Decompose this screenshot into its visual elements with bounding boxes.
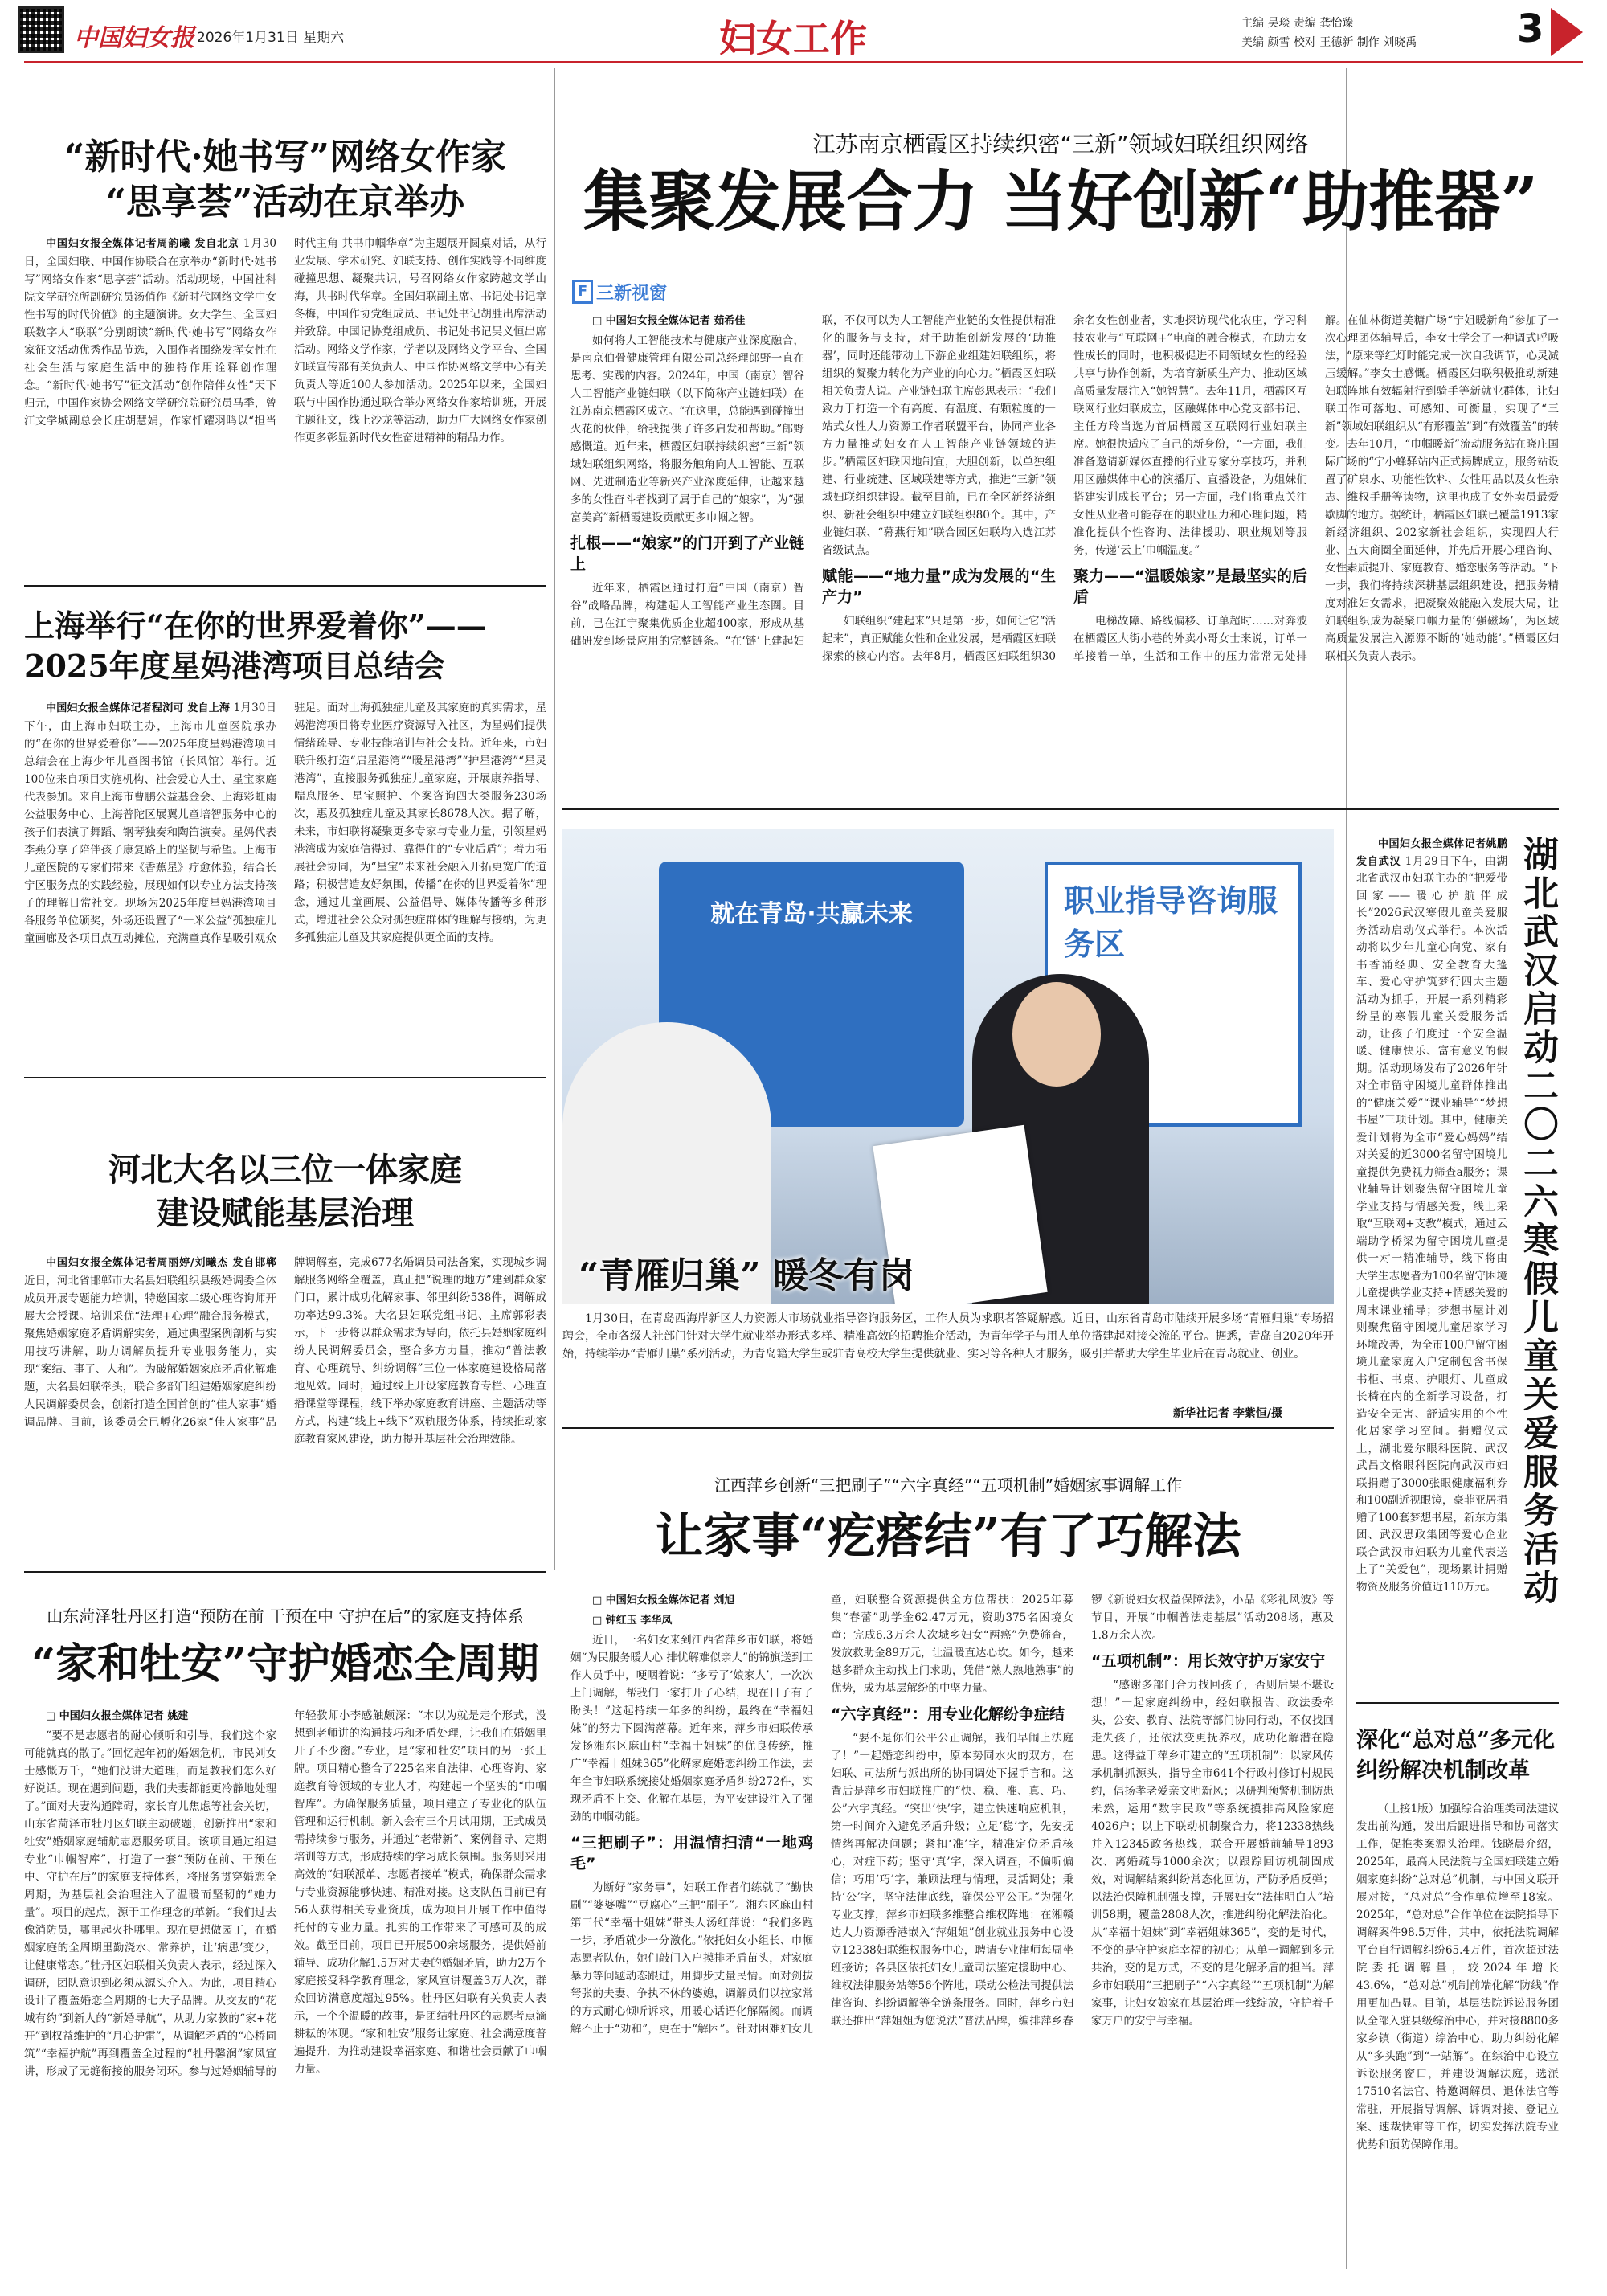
center-text-4: “感谢多部门合力找回孩子，否则后果不堪设想！”一起家庭纠纷中，经妇联报告、政法委牵头，公安、教育、法院等部门协同行动，不仅找回走失孩子，还依法变更抚养权，成功化解潜在隐患。这得益于萍乡市建立的“五项机制”：以家风传承机制抓源头，指导全市641个行政村修订村规民约，倡扬孝老爱亲文明新风；以研判预警机制防患未然，运用“数字民政”等系统摸排高风险家庭4026户；以上下联动机制聚合力，将12338热线并入12345政务热线，联合开展婚前辅导1893次、离婚疏导1000余次；以跟踪回访机制固成效，对调解结案纠纷常态化回访，严防矛盾反弹；以法治保障机制强支撑，开展妇女“法律明白人”培训58期，覆盖2808人次，推进纠纷化解法治化。从“幸福十姐妹”到“幸福姐妹365”，变的是时代，不变的是守护家庭幸福的初心；从单一调解到多元共治，变的是方式，不变的是化解矛盾的担当。萍乡市妇联用“三把刷子”“六字真经”“五项机制”为解家事，让妇女娘家在基层治理一线绽放，守护着千家万户的安宁与幸福。 <box>1091 1679 1334 2028</box>
right-top-vertical-title: 湖北武汉启动二〇二六寒假儿童关爱服务活动 <box>1517 836 1558 1607</box>
right-bottom-body <box>1356 1800 1559 2279</box>
main-subhead-1: 扎根——“娘家”的门开到了产业链上 <box>570 534 804 573</box>
left2-byline: 中国妇女报全媒体记者程浏可 发自上海 <box>46 702 231 714</box>
right-bottom-text: （上接1版）加强综合治理类司法建议发出前沟通，发出后跟进指导和协同落实工作，促推类案源头治理。钱晓晨介绍，2025年，最高人民法院与全国妇联建立婚姻家庭纠纷“总对总”机制，与中国文联开展对接，“总对总”合作单位增至18家。2025年，“总对总”合作单位在法院指导下调解案件98.5万件，其中，依托法院调解平台自行调解纠纷65.4万件，首次超过法院委托调解量，较2024年增长43.6%，“总对总”机制前端化解“防线”作用更加凸显。目前，基层法院诉讼服务团队全部入驻县级综治中心，并对接8800多家乡镇（街道）综治中心，助力纠纷化解从“多头跑”到“一站解”。在综治中心设立诉讼服务窗口，并建设调解法庭，选派17510名法官、特邀调解员、退休法官等常驻，开展指导调解、诉调对接、登记立案、速裁快审等工作，切实发挥法院专业优势和预防保障作用。 <box>1356 1803 1559 2151</box>
center-subhead-1: “三把刷子”：用温情扫清“一地鸡毛” <box>570 1834 813 1872</box>
right-top-body <box>1356 836 1507 1688</box>
issue-date: 2026年1月31日 星期六 <box>197 30 345 46</box>
photo-person-right-face <box>1012 982 1101 1087</box>
paper-name-logo: 中国妇女报 <box>74 24 194 52</box>
right-bottom-title-line2: 纠纷解决机制改革 <box>1356 1758 1530 1783</box>
left2-rule <box>24 1077 546 1078</box>
right-top-rule <box>1356 1702 1559 1704</box>
left4-body <box>24 1707 546 2278</box>
left1-title-line2: “思享荟”活动在京举办 <box>105 182 465 223</box>
left1-byline: 中国妇女报全媒体记者周韵曦 发自北京 <box>46 238 239 250</box>
center-text-3: “要不是你们公平公正调解，我们早闹上法庭了！”一起婚恋纠纷中，原本势同水火的双方，在妇联、司法所与派出所的协同调处下握手言和。这背后是萍乡市妇联推广的“快、稳、准、真、巧、公”六字真经。“突出‘快’字，建立快速响应机制，第一时间介入避免矛盾升级；立足‘稳’字，先安抚情绪再解决问题；紧扣‘准’字，精准定位矛盾核心，对症下药；坚守‘真’字，深入调查，不偏听偏信；巧用‘巧’字，兼顾法理与情理，灵活调处；秉持‘公’字，坚守法律底线，确保公平公正。”为强化专业支撑，萍乡市妇联多维整合维权阵地：在湘赣边人力资源香港嵌入“萍姐姐”创业就业服务中心设立12338妇联维权服务中心，聘请专业律师每周坐班接访；各县区依托妇女儿童司法鉴定援助中心、维权法律服务站等56个阵地，联动公检法司提供法律咨询、纠纷调解等全链条服务。同时，萍乡市妇联还推出“萍姐姐为您说法”普法品牌，编排萍乡春锣《新说妇女权益保障法》，小品《彩礼风波》等节目，开展“巾帼普法走基层”活动208场，惠及1.8万余人次。 <box>831 1594 1334 2028</box>
left4-title: “家和牡安”守护婚恋全周期 <box>31 1639 539 1688</box>
qr-code-icon <box>18 6 64 53</box>
center-text-2: 为断好“家务事”，妇联工作者们练就了“勤快刷”“婆婆嘴”“豆腐心”三把“刷子”。湘东区麻山村第三代“幸福十姐妹”带头人汤红萍说：“我们多跑一步，矛盾就少一分激化。”依托妇女小组长、巾帼志愿者队伍，她们敲门入户摸排矛盾苗头，对家庭暴力等问题动态跟进，用脚步丈量民情。面对剑拔弩张的夫妻、争执不休的婆媳，调解员们以拉家常的方式耐心倾听诉求，用暖心话语化解隔阂。而调解不止于“劝和”，更在于“解困”。针对困难妇女儿童，妇联整合资源提供全方位帮扶：2025年募集“春蕾”助学金62.47万元，资助375名困境女童；完成6.3万余人次城乡妇女“两癌”免费筛查，发放救助金89万元，让温暖直达心坎。如今，越来越多群众主动找上门求助，凭借“熟人熟地熟事”的优势，成为基层解纷的中坚力量。 <box>570 1594 1073 2036</box>
masthead-rule <box>24 61 1583 63</box>
center-byline-2: □ 钟红玉 李华凤 <box>592 1615 673 1627</box>
center-subhead-3: “五项机制”：用长效守护万家安宁 <box>1091 1652 1325 1670</box>
main-body <box>570 312 1559 763</box>
left1-body <box>24 235 546 572</box>
photo-headline: “青雁归巢” 暖冬有岗 <box>579 1255 914 1296</box>
main-byline: □ 中国妇女报全媒体记者 茹希佳 <box>592 315 746 327</box>
main-title: 集聚发展合力 当好创新“助推器” <box>583 163 1539 240</box>
left2-title-line2: 2025年度星妈港湾项目总结会 <box>24 648 445 684</box>
main-text-3: 妇联组织“建起来”只是第一步，如何让它“活起来”，真正赋能女性和企业发展，是栖霞区妇联探索的核心内容。去年8月，栖霞区妇联组织30余名女性创业者，实地探访现代化农庄，学习科技农业与“互联网+”电商的融合模式，在助力女性成长的同时，也积极促进不同领域女性的经验共享与协作创新，为培育新质生产力、推动区域高质量发展注入“她智慧”。去年11月，栖霞区互联网行业妇联成立，区融媒体中心党支部书记、主任方玲当选为首届栖霞区互联网行业妇联主席。她很快适应了自己的新身份，“一方面，我们准备邀请新媒体直播的行业专家分享技巧，并利用区融媒体中心的演播厅、直播设备，为姐妹们搭建实训成长平台；另一方面，我们将重点关注女性从业者可能存在的职业压力和心理问题，精准化提供个性咨询、法律援助、职业规划等服务，传递‘云上’巾帼温度。” <box>822 314 1307 663</box>
main-rule <box>562 808 1559 810</box>
left2-title-line1: 上海举行“在你的世界爱着你”—— <box>24 608 487 644</box>
right-top-byline: 中国妇女报全媒体记者姚鹏 发自武汉 <box>1356 838 1507 868</box>
left1-rule <box>24 585 546 587</box>
center-title: 让家事“疙瘩结”有了巧解法 <box>655 1508 1241 1565</box>
photo-frame <box>562 829 1334 1304</box>
right-bottom-title-line1: 深化“总对总”多元化 <box>1356 1728 1556 1753</box>
photo-banner-text: 职业指导咨询服务区 <box>1064 883 1278 962</box>
main-kicker: 江苏南京栖霞区持续织密“三新”领域妇联组织网络 <box>812 131 1309 158</box>
main-subhead-2: 赋能——“地力量”成为发展的“生产力” <box>822 567 1056 606</box>
left4-text: “要不是志愿者的耐心倾听和引导，我们这个家可能就真的散了。”回忆起年初的婚姻危机，市民刘女士感慨万千，“她们没讲大道理，而是教我们怎么好好说话。现在遇到问题，我们夫妻都能更冷静地处理了。”面对夫妻沟通障碍，家长育儿焦虑等社会关切，山东省菏泽市牡丹区妇联主动破题，创新推出“家和牡安”婚姻家庭辅航志愿服务项目。该项目通过组建专业“巾帼智库”，打造了一套“预防在前、干预在中、守护在后”的家庭支持体系，将服务贯穿婚恋全周期，为基层社会治理注入了温暖而坚韧的“她力量”。项目的起点，源于工作理念的革新。“我们过去像消防员，哪里起火扑哪里。现在更想做园丁，在婚姻家庭的全周期里勤浇水、常养护，让‘病患’变少，让健康常态。”牡丹区妇联相关负责人表示，经过深入调研，团队意识到必须从源头介入。为此，项目精心设计了覆盖婚恋全周期的七大子品牌。从交友的“花城有约”到新人的“新婚导航”，从助力家教的“家+花开”到权益维护的“月心护雷”，从调解矛盾的“心桥同筑”“幸福护航”再到覆盖全过程的“牡丹馨润”家风宣讲，形成了无缝衔接的服务闭环。参与过婚姻辅导的年轻教师小李感触颇深：“本以为就是走个形式，没想到老师讲的沟通技巧和矛盾处理，让我们在婚姻里开了不少窗。”专业，是“家和牡安”项目的另一张王牌。项目精心整合了225名来自法律、心理咨询、家庭教育等领域的专业人才，构建起一个坚实的“巾帼智库”。为确保服务质量，项目建立了专业化的队伍管理和运行机制。新入会有三个月试用期，正式成员需持续参与服务，并通过“老带新”、案例督导、定期培训等方式，形成持续的学习成长氛围。服务则采用高效的“妇联派单、志愿者接单”模式，确保群众需求与专业资源能够快速、精准对接。这支队伍目前已有56人获得相关专业资质，成为项目开展工作中值得托付的专业力量。扎实的工作带来了可感可及的成效。截至目前，项目已开展500余场服务，提供婚前辅导、成功化解1.5万对夫妻的婚姻矛盾，助力2万个家庭接受科学教育理念，家风宣讲覆盖3万人次，群众回访满意度超过95%。牡丹区妇联有关负责人表示，一个个温暖的故事，是团结牡丹区的志愿者点滴耕耘的体现。“家和牡安”服务让家庭、社会满意度普遍提升，为推动建设幸福家庭、和谐社会贡献了巾帼力量。 <box>24 1709 546 2078</box>
right-top-text: 1月29日下午，由湖北省武汉市妇联主办的“把爱带回家——暖心护航伴成长”2026武汉寒假儿童关爱服务活动启动仪式举行。本次活动将以少年儿童心向党、家有书香涌经典、安全教育大篷车、爱心守护筑梦行四大主题活动为抓手，开展一系列精彩纷呈的寒假儿童关爱服务活动，让孩子们度过一个安全温暖、健康快乐、富有意义的假期。活动现场发布了2026年针对全市留守困境儿童群体推出的“健康关爱”“课业辅导”“梦想书屋”三项计划。其中，健康关爱计划将为全市“爱心妈妈”结对关爱的近3000名留守困境儿童提供免费视力筛查a服务；课业辅导计划聚焦留守困境儿童学业支持与情感关爱，线上采取“互联网+支教”模式，通过云端助学桥梁为留守困境儿童提供一对一精准辅导，线下将由大学生志愿者为100名留守困境儿童提供学业支持+情感关爱的周末课业辅导；梦想书屋计划则聚焦留守困境儿童居家学习环境改善，为全市100户留守困境儿童家庭入户定制包含书保书柜、书桌、护眼灯、儿童成长椅在内的全新学习设备，打造安全无害、舒适实用的个性化居家学习空间。捐赠仪式上，湖北爱尔眼科医院、武汉武昌文格眼科医院向武汉市妇联捐赠了3000张眼健康福利券和100副近视眼镜，豪菲亚居捐赠了100套梦想书屋，新东方集团、武汉思政集团等爱心企业联合武汉市妇联为儿童代表送上了“关爱包”，现场累计捐赠物资及服务价值近110万元。 <box>1356 854 1507 1594</box>
left4-byline: □ 中国妇女报全媒体记者 姚建 <box>46 1710 189 1722</box>
center-kicker: 江西萍乡创新“三把刷子”“六字真经”“五项机制”婚姻家事调解工作 <box>714 1475 1183 1495</box>
photo-caption <box>562 1310 1334 1405</box>
photo-credit: 新华社记者 李紫恒/摄 <box>1173 1407 1282 1420</box>
divider-left <box>554 68 555 1570</box>
page-corner-icon <box>1551 8 1583 56</box>
column-tag-icon: F <box>572 280 593 304</box>
main-text-2: 近年来，栖霞区通过打造“中国（南京）智谷”战略品牌，构建起人工智能产业生态圈。目前，已在江宁聚集优质企业超400家，形成从基础研发到场景应用的完整链条。“在‘链’上建起妇联，不仅可以为人工智能产业链的女性提供精准化的服务与支持，对于助推创新发展的‘助推器’，同时还能带动上下游企业组建妇联组织，将组织的凝聚力转化为产业的向心力。”栖霞区妇联相关负责人说。产业链妇联主席彭思表示：“我们致力于打造一个有高度、有温度、有颗粒度的一站式女性人力资源工作者联盟平台，协同产业各方力量推动妇女在人工智能产业链领域的进步。”栖霞区妇联因地制宜，大胆创新，以单独组建、行业统建、区域联建等方式，推进“三新”领域妇联组织建设。截至目前，已在全区新经济组织、新社会组织中建立妇联组织80个。其中，产业链妇联、“幕燕行知”联合园区妇联均入选江苏省级试点。 <box>570 314 1056 648</box>
left2-text: 1月30日下午，由上海市妇联主办，上海市儿童医院承办的“在你的世界爱着你”——2025年度星妈港湾项目总结会在上海少年儿童图书馆（长风馆）举行。近100位来自项目实施机构、社会爱心人士、星宝家庭代表参加。来自上海市曹鹏公益基金会、上海彩虹雨公益服务中心、上海普陀区展翼儿童培智服务中心的孩子们表演了舞蹈、钢琴独奏和陶笛演奏。星妈代表李燕分享了陪伴孩子康复路上的坚韧与希望。上海市儿童医院的专家们带来《香蕉星》疗愈体验，结合长宁区服务点的实践经验，展现如何以专业方法支持孩子的理解日常社交。现场为2025年度星妈港湾项目各服务单位颁奖，外场还设置了“一米公益”孤独症儿童画廊及各项目点互动摊位，充满童真作品吸引观众驻足。面对上海孤独症儿童及其家庭的真实需求，星妈港湾项目将专业医疗资源导入社区，为星妈们提供情绪疏导、专业技能培训与社会支持。近年来，市妇联升级打造“启星港湾”“暖星港湾”“护星港湾”“星灵港湾”，直接服务孤独症儿童家庭，开展康养指导、喘息服务、星宝照护、个案咨询四大类服务230场次，惠及孤独症儿童及其家长8678人次。据了解，未来，市妇联将凝聚更多专家与专业力量，引领星妈港湾成为家庭信得过、靠得住的“专业后盾”；着力拓展社会协同，为“星宝”未来社会融入开拓更宽广的道路；积极营造友好氛围，传播“在你的世界爱着你”理念，通过儿童画展、公益倡导、媒体传播等多种形式，增进社会公众对孤独症群体的理解与接纳，为更多孤独症儿童及其家庭提供更全面的支持。 <box>24 702 546 945</box>
left3-byline: 中国妇女报全媒体记者周丽婷/刘曦杰 发自邯郸 <box>46 1257 276 1269</box>
center-byline-1: □ 中国妇女报全媒体记者 刘旭 <box>592 1594 735 1606</box>
main-text-4: 电梯故障、路线偏移、订单超时……对奔波在栖霞区大街小巷的外卖小哥女士来说，订单一单接着一单，生活和工作中的压力常常无处排解。在仙林街道美糖广场“宁姐暖新角”参加了一次心理团体辅导后，李女士学会了一种调式呼吸法，“原来等红灯时能完成一次自我调节，心灵减压缓解。”李女士感慨。栖霞区妇联积极推动新建妇联阵地有效辐射行到骑手等新就业群体，让妇联工作可落地、可感知、可衡量，实现了“三新”领域妇联组织从“有形覆盖”到“有效覆盖”的转变。去年10月，“巾帼暖新”流动服务站在晓庄国际广场的“宁小蜂驿站内正式揭牌成立，服务站设置了矿泉水、功能性饮料、女性用品以及女性杂志、维权手册等读物，这里也成了女外卖员最爱歇脚的地方。据统计，栖霞区妇联已覆盖1913家新经济组织、202家新社会组织，实现四大行业、五大商圈全面延伸，并先后开展心理咨询、女性素质提升、家庭教育、婚恋服务等活动。“下一步，我们将持续深耕基层组织建设，把服务精度对准妇女需求，把凝聚效能融入发展大局，让妇联组织成为凝聚巾帼力量的‘强磁场’，为区域高质量发展注入源源不断的‘她动能’。”栖霞区妇联相关负责人表示。 <box>1073 314 1559 663</box>
center-body <box>570 1591 1334 2282</box>
center-subhead-2: “六字真经”：用专业化解纷争症结 <box>831 1705 1065 1723</box>
left2-body <box>24 699 546 1061</box>
left3-title-line1: 河北大名以三位一体家庭 <box>108 1151 462 1189</box>
left3-title-line2: 建设赋能基层治理 <box>157 1194 414 1232</box>
page-number: 3 <box>1517 6 1544 51</box>
column-tag: 三新视窗 <box>596 284 668 304</box>
main-text-1: 如何将人工智能技术与健康产业深度融合，是南京伯骨健康管理有限公司总经理郎野一直在思考、实践的内容。2024年，中国（南京）智谷人工智能产业链妇联（以下简称产业链妇联）在江苏南京栖霞区成立。“在这里，总能遇到碰撞出火花的伙伴，给我提供了许多启发和帮助。”郎野感慨道。近年来，栖霞区妇联持续织密“三新”领域妇联组织网络，将服务触角向人工智能、互联网、先进制造业等新兴产业深度延伸，让越来越多的女性奋斗者找到了属于自己的“娘家”，为“强富美高”新栖霞建设贡献更多巾帼之智。 <box>570 334 804 524</box>
left1-title-line1: “新时代·她书写”网络女作家 <box>64 137 506 178</box>
center-text-1: 近日，一名妇女来到江西省萍乡市妇联，将婚姻“为民服务暖人心 排忧解难似亲人”的锦旗送到工作人员手中，哽咽着说：“多亏了‘娘家人’，一次次上门调解，帮我们一家打开了心结，现在日子有了盼头！”这起持续一年多的纠纷，最终在“幸福姐妹”的努力下圆满落幕。近年来，萍乡市妇联传承发扬湘东区麻山村“幸福十姐妹”的优良传统，推广“幸福十姐妹365”化解家庭婚恋纠纷工作法，去年全市妇联系统接处婚姻家庭矛盾纠纷272件，实现矛盾不上交、化解在基层，为平安建设注入了强劲的巾帼动能。 <box>570 1634 813 1823</box>
main-subhead-3: 聚力——“温暖娘家”是最坚实的后盾 <box>1073 567 1307 606</box>
editors-line-1: 主编 吴琰 责编 龚怡臻 <box>1241 17 1354 30</box>
photo-caption-text: 1月30日，在青岛西海岸新区人力资源大市场就业指导咨询服务区，工作人员为求职者答疑解惑。近日，山东省青岛市陆续开展多场“青雁归巢”专场招聘会，全市各级人社部门针对大学生就业举办形式多样、精准高效的招聘推介活动，为青年学子与用人单位搭建起对接交流的平台。据悉，青岛自2020年开始，持续举办“青雁归巢”系列活动，为青岛籍大学生或驻青高校大学生提供就业、实习等各种人才服务，吸引并帮助大学生毕业后在青岛就业、创业。 <box>562 1312 1334 1361</box>
left3-rule <box>24 1571 546 1573</box>
left4-kicker: 山东菏泽牡丹区打造“预防在前 干预在中 守护在后”的家庭支持体系 <box>47 1606 524 1626</box>
left1-text: 1月30日，全国妇联、中国作协联合在京举办“新时代·她书写”网络女作家“思享荟”活动。活动现场，中国社科院文学研究所副研究员汤俏作《新时代网络文学中女性书写的时代价值》的主题演讲。女大学生、全国妇联数字人“联联”分别朗读“新时代·她书写”网络女作家征文活动优秀作品节选，入围作者围绕发挥女性在社会生活与家庭生活中的独特作用诠释创作理念。“新时代·她书写”征文活动“创作陪伴女性”天下归元，中国作家协会网络文学研究院研究员马季，曾江文学城副总会长庄胡慧娟，作家忏耀羽鸣以“担当时代主角 共书巾帼华章”为主题展开圆桌对话，从行业发展、学术研究、妇联支持、创作实践等不同维度碰撞思想、凝聚共识，号召网络女作家跨越文学山海，共书时代华章。全国妇联副主席、书记处书记章冬梅，中国作协党组成员、书记处书记胡胜出席活动并致辞。中国记协党组成员、书记处书记吴义恒出席活动。网络文学作家，学者以及网络文学平台、全国妇联宣传部有关负责人、中国作协网络文学中心有关负责人等近100人参加活动。2025年以来，全国妇联与中国作协通过联合举办网络女作家培训班，开展主题征文，线上沙龙等活动，助力广大网络女作家创作更多彰显新时代女性奋进精神的精品力作。 <box>24 237 546 444</box>
photo-backdrop-text: 就在青岛·共赢未来 <box>710 900 913 928</box>
section-title: 妇女工作 <box>719 17 867 60</box>
left3-body <box>24 1254 546 1559</box>
photo-rule <box>562 1427 1334 1429</box>
editors-line-2: 美编 颜雪 校对 王德新 制作 刘晓禹 <box>1241 36 1417 49</box>
left3-text: 近日，河北省邯郸市大名县妇联组织县级婚调委全体成员开展专题能力培训，特邀国家二级心理咨询师开展大会授课。培训采优“法理+心理”融合服务模式，聚焦婚姻家庭矛盾调解实务，通过典型案例剖析与实用技巧讲解，助力调解员提升专业服务能力，实现“案结、事了、人和”。为破解婚姻家庭矛盾化解难题，大名县妇联牵头，联合多部门组建婚姻家庭纠纷人民调解委员会，创新打造全国首创的“佳人家事”婚调品牌。目前，该委员会已孵化26家“佳人家事”品牌调解室，完成677名婚调员司法备案，实现城乡调解服务网络全覆盖，真正把“说理的地方”建到群众家门口，累计成功化解家事、邻里纠纷538件，调解成功率达99.3%。大名县妇联党组书记、主席郭彩表示，下一步将以群众需求为导向，依托县婚姻家庭纠纷人民调解委员会，整合多方力量，推动“普法教育、心理疏导、纠纷调解”三位一体家庭建设格局落地见效。同时，通过线上开设家庭教育专栏、心理直播课堂等课程，线下举办家庭教育讲座、主题活动等方式，构建“线上+线下”双轨服务体系，持续推动家庭教育家风建设，助力提升基层社会治理效能。 <box>24 1256 546 1446</box>
